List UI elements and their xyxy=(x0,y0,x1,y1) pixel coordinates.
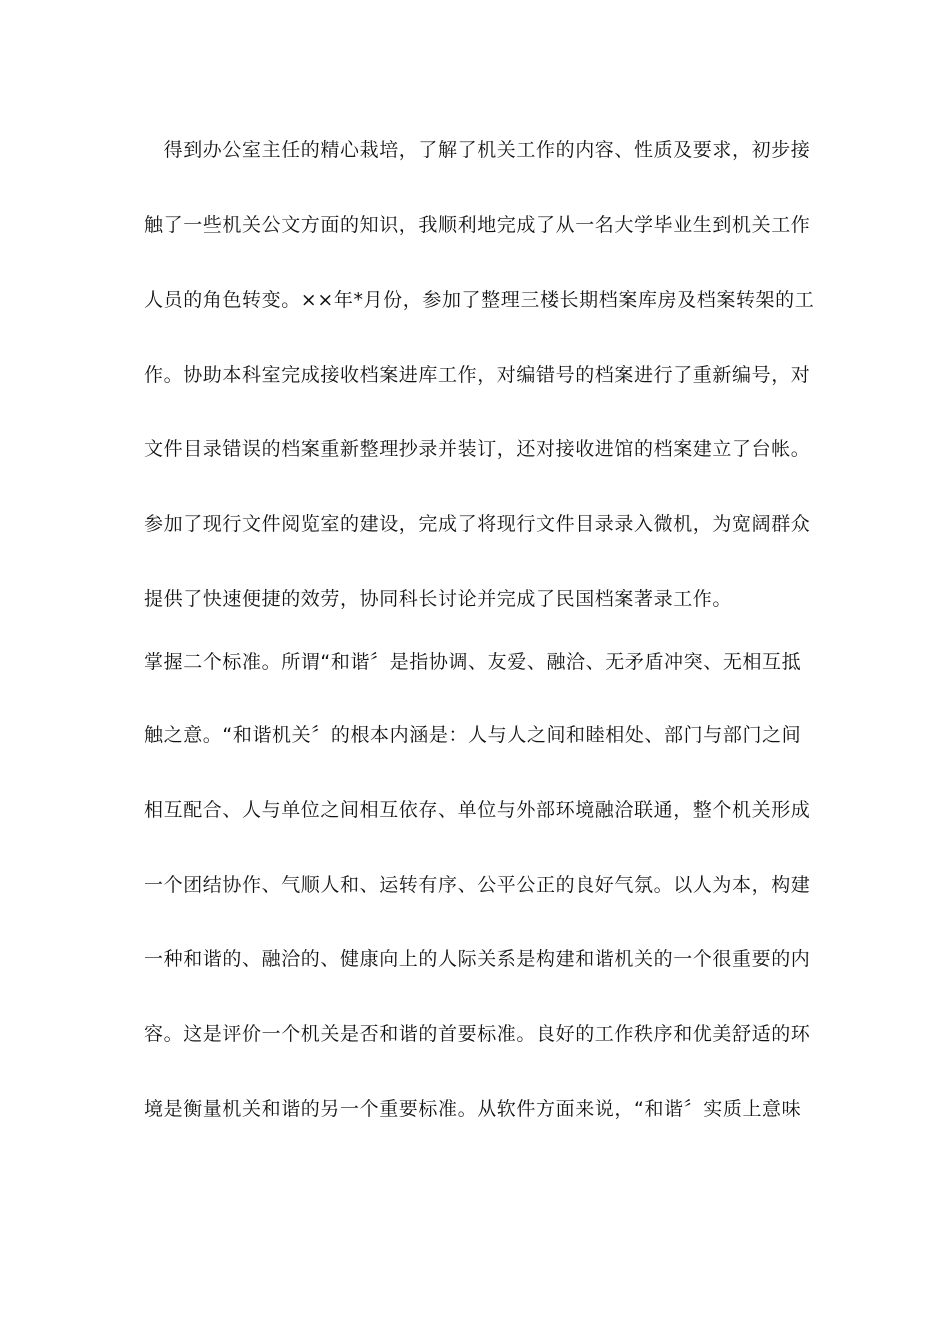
text-line: 参加了现行文件阅览室的建设，完成了将现行文件目录录入微机，为宽阔群众 xyxy=(144,513,811,535)
text-line: 掌握二个标准。所谓“和谐〞是指协调、友爱、融洽、无矛盾冲突、无相互抵 xyxy=(144,651,802,673)
text-line: 容。这是评价一个机关是否和谐的首要标准。良好的工作秩序和优美舒适的环 xyxy=(144,1023,811,1045)
text-line: 触了一些机关公文方面的知识，我顺利地完成了从一名大学毕业生到机关工作 xyxy=(144,214,811,236)
text-line: 人员的角色转变。××年*月份，参加了整理三楼长期档案库房及档案转架的工 xyxy=(144,289,815,311)
text-line: 一种和谐的、融洽的、健康向上的人际关系是构建和谐机关的一个很重要的内 xyxy=(144,948,811,970)
text-line: 相互配合、人与单位之间相互依存、单位与外部环境融洽联通，整个机关形成 xyxy=(144,799,811,821)
text-line: 作。协助本科室完成接收档案进库工作，对编错号的档案进行了重新编号，对 xyxy=(144,364,811,386)
text-line: 触之意。“和谐机关〞的根本内涵是：人与人之间和睦相处、部门与部门之间 xyxy=(144,724,802,746)
text-line: 境是衡量机关和谐的另一个重要标准。从软件方面来说，“和谐〞实质上意味 xyxy=(144,1098,802,1120)
text-line: 文件目录错误的档案重新整理抄录并装订，还对接收进馆的档案建立了台帐。 xyxy=(144,438,811,460)
text-line: 提供了快速便捷的效劳，协同科长讨论并完成了民国档案著录工作。 xyxy=(144,588,733,610)
text-line: 一个团结协作、气顺人和、运转有序、公平公正的良好气氛。以人为本，构建 xyxy=(144,874,811,896)
text-line: 得到办公室主任的精心栽培，了解了机关工作的内容、性质及要求，初步接 xyxy=(144,139,811,161)
